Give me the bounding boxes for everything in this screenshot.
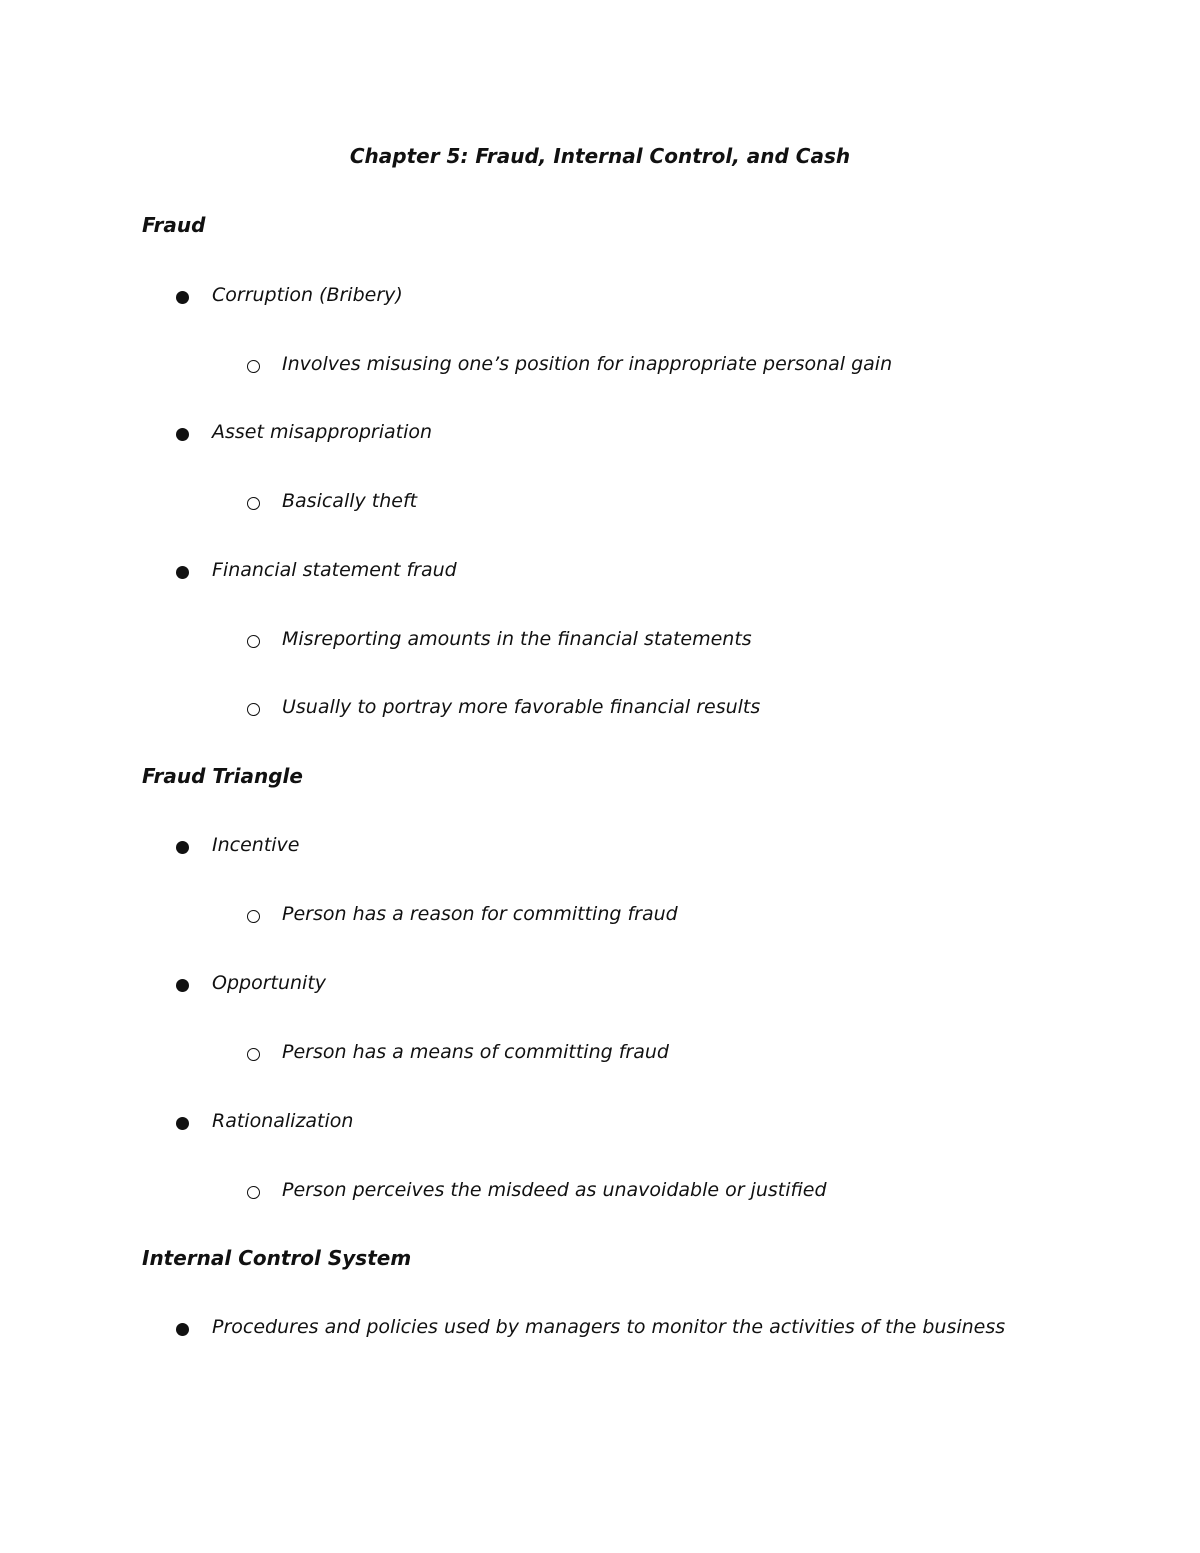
section-heading-internal-control-system: Internal Control System [142,1246,412,1270]
bullet-hollow-icon [247,703,260,716]
sub-list-item [247,1176,827,1204]
sub-list-item-text: Person has a means of committing fraud [282,1041,669,1063]
section-heading-fraud: Fraud [142,213,206,237]
list-item-text: Rationalization [212,1110,354,1132]
list-item-text: Corruption (Bribery) [212,284,403,306]
bullet-hollow-icon [247,497,260,510]
list-item [176,418,432,446]
bullet-filled-icon [176,1323,189,1336]
sub-list-item [247,625,752,653]
bullet-hollow-icon [247,1048,260,1061]
sub-list-item [247,350,892,378]
bullet-filled-icon [176,291,189,304]
sub-list-item-text: Basically theft [282,490,418,512]
list-item-text: Incentive [212,834,300,856]
section-heading-fraud-triangle: Fraud Triangle [142,764,303,788]
list-item-text: Opportunity [212,972,327,994]
bullet-filled-icon [176,566,189,579]
list-item [176,969,326,997]
list-item [176,281,403,309]
list-item [176,831,300,859]
bullet-filled-icon [176,1117,189,1130]
sub-list-item [247,900,678,928]
sub-list-item-text: Involves misusing one’s position for inappropriate personal gain [282,353,893,375]
sub-list-item [247,1038,669,1066]
bullet-hollow-icon [247,635,260,648]
bullet-hollow-icon [247,360,260,373]
sub-list-item [247,487,417,515]
sub-list-item-text: Misreporting amounts in the financial statements [282,628,752,650]
list-item [176,1313,1005,1341]
sub-list-item-text: Person has a reason for committing fraud [282,903,678,925]
sub-list-item [247,693,760,721]
bullet-filled-icon [176,841,189,854]
list-item-text: Procedures and policies used by managers to monitor the activities of the business [212,1316,1006,1338]
bullet-filled-icon [176,428,189,441]
document-title: Chapter 5: Fraud, Internal Control, and Cash [349,144,851,168]
list-item-text: Asset misappropriation [212,421,433,443]
bullet-hollow-icon [247,1186,260,1199]
bullet-filled-icon [176,979,189,992]
list-item-text: Financial statement fraud [212,559,457,581]
list-item [176,556,457,584]
sub-list-item-text: Person perceives the misdeed as unavoidable or justified [282,1179,827,1201]
list-item [176,1107,353,1135]
bullet-hollow-icon [247,910,260,923]
sub-list-item-text: Usually to portray more favorable financial results [282,696,761,718]
